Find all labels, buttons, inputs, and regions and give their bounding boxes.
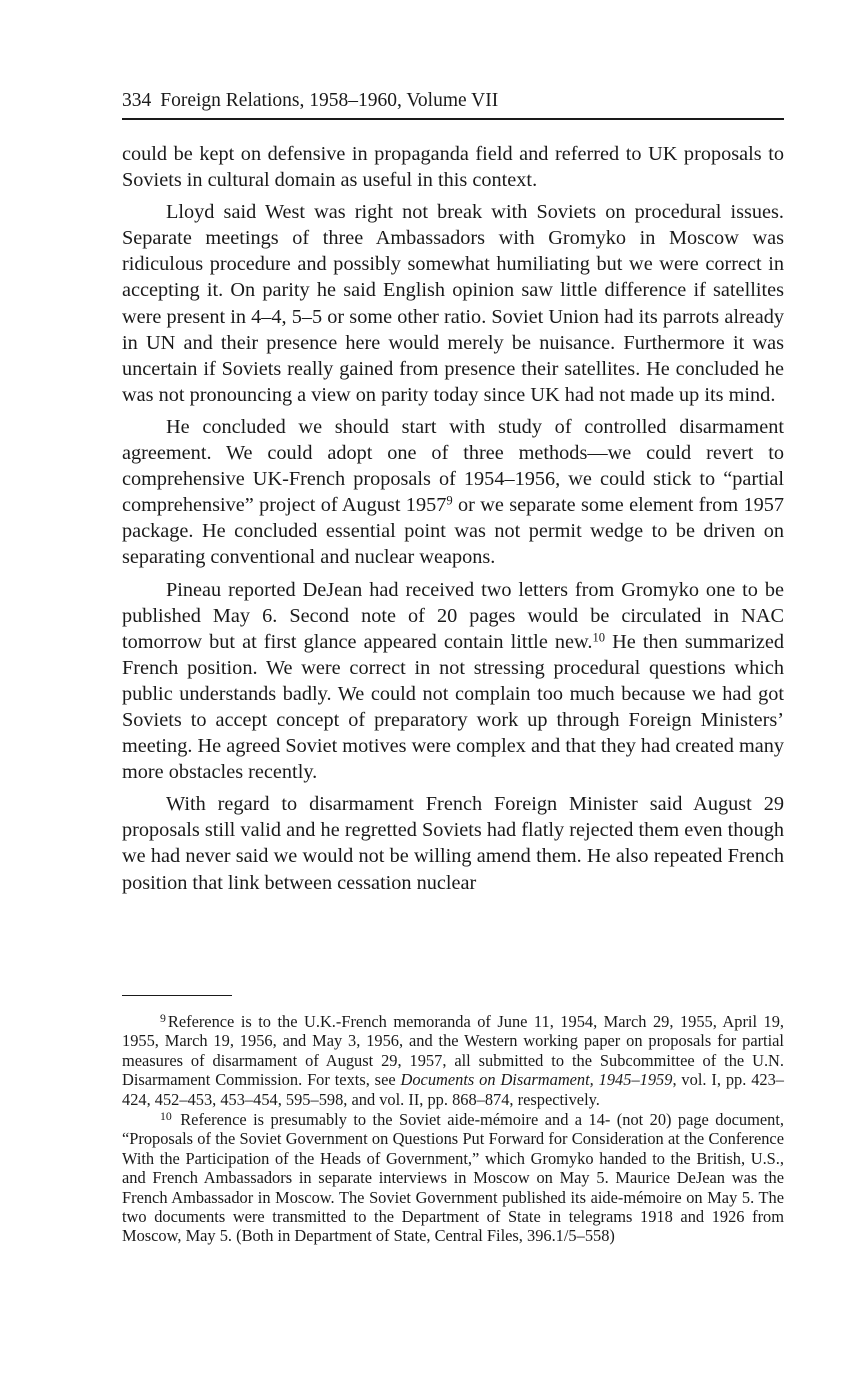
footnote-ref-9[interactable]: 9 (446, 493, 453, 508)
paragraph-4-text-b: He then summarized French position. We were correct in not stressing procedural questions which public understands badly. We could not complain too much because we had got Soviets to accept concept of preparatory work up through Foreign Ministers’ meeting. He agreed Soviet motives were complex and that they had created many more obstacles recently. (122, 630, 784, 784)
footnote-10 (122, 1110, 784, 1246)
running-head (122, 88, 784, 114)
footnote-9-text-a: Reference is to the U.K.-French memoranda of June 11, 1954, March 29, 1955, April 19, 1955, March 19, 1956, and May 3, 1956, and the Western working paper on proposals for partial measures of disarmament of August 29, 1957, all submitted to the Subcommittee of the U.N. Disarmament Commission. For texts, see (122, 1012, 784, 1090)
header-rule (122, 118, 784, 120)
footnote-9-italic-title: Documents on Disarmament, 1945–1959 (400, 1070, 673, 1090)
page-number: 334 (122, 90, 152, 111)
paragraph-3-text-b: or we separate some element from 1957 package. He concluded essential point was not permit wedge to be driven on separating conventional and nuclear weapons. (122, 494, 785, 569)
paragraph-4-text-a: Pineau reported DeJean had received two letters from Gromyko one to be published May 6. Second note of 20 pages would be circulated in NAC tomorrow but at first glance appeared contain little new. (122, 578, 784, 653)
paragraph-5: With regard to disarmament French Foreign Minister said August 29 proposals still valid and he regretted Soviets had flatly rejected them even though we had never said we would not be willing amend them. He also repeated French position that link between cessation nuclear (122, 793, 784, 894)
paragraph-4 (122, 577, 784, 786)
body-text (122, 141, 784, 902)
footnote-rule (122, 995, 232, 996)
footnote-10-text: Reference is presumably to the Soviet aide-mémoire and a 14- (not 20) page document, “Proposals of the Soviet Government on Questions Put Forward for Consideration at the Conference With the Participation of the Heads of Government,” which Gromyko handed to the British, U.S., and French Ambassadors in separate interviews in Moscow on May 5. Maurice DeJean was the French Ambassador in Moscow. The Soviet Government published its aide-mémoire on May 5. The two documents were transmitted to the Department of State in telegrams 1918 and 1926 from Moscow, May 5. (Both in Department of State, Central Files, 396.1/5–558) (122, 1110, 784, 1246)
footnote-9 (122, 1012, 784, 1109)
footnotes (122, 1012, 784, 1247)
paragraph-3-text-a: He concluded we should start with study of controlled disarmament agreement. We could adopt one of three methods—we could revert to comprehensive UK-French proposals of 1954–1956, we could stick to “partial comprehensive” project of August 1957 (122, 415, 784, 517)
paragraph-3 (122, 414, 784, 571)
footnote-9-text-b: , vol. I, pp. 423–424, 452–453, 453–454, 595–598, and vol. II, pp. 868–874, respectively. (122, 1070, 784, 1109)
paragraph-1: could be kept on defensive in propaganda field and referred to UK proposals to Soviets in cultural domain as useful in this context. (122, 143, 784, 192)
footnote-10-number: 10 (160, 1108, 172, 1123)
footnote-ref-10[interactable]: 10 (592, 630, 606, 645)
footnote-9-number: 9 (160, 1010, 166, 1025)
running-title: Foreign Relations, 1958–1960, Volume VII (160, 90, 499, 111)
paragraph-2: Lloyd said West was right not break with Soviets on procedural issues. Separate meetings of three Ambassadors with Gromyko in Moscow was ridiculous procedure and possibly somewhat humiliating but we were correct in accepting it. On parity he said English opinion saw little difference if satellites were present in 4–4, 5–5 or some other ratio. Soviet Union had its parrots already in UN and their presence here would merely be nuisance. Furthermore it was uncertain if Soviets really gained from presence their satellites. He concluded he was not pronouncing a view on parity today since UK had not made up its mind. (122, 201, 784, 406)
